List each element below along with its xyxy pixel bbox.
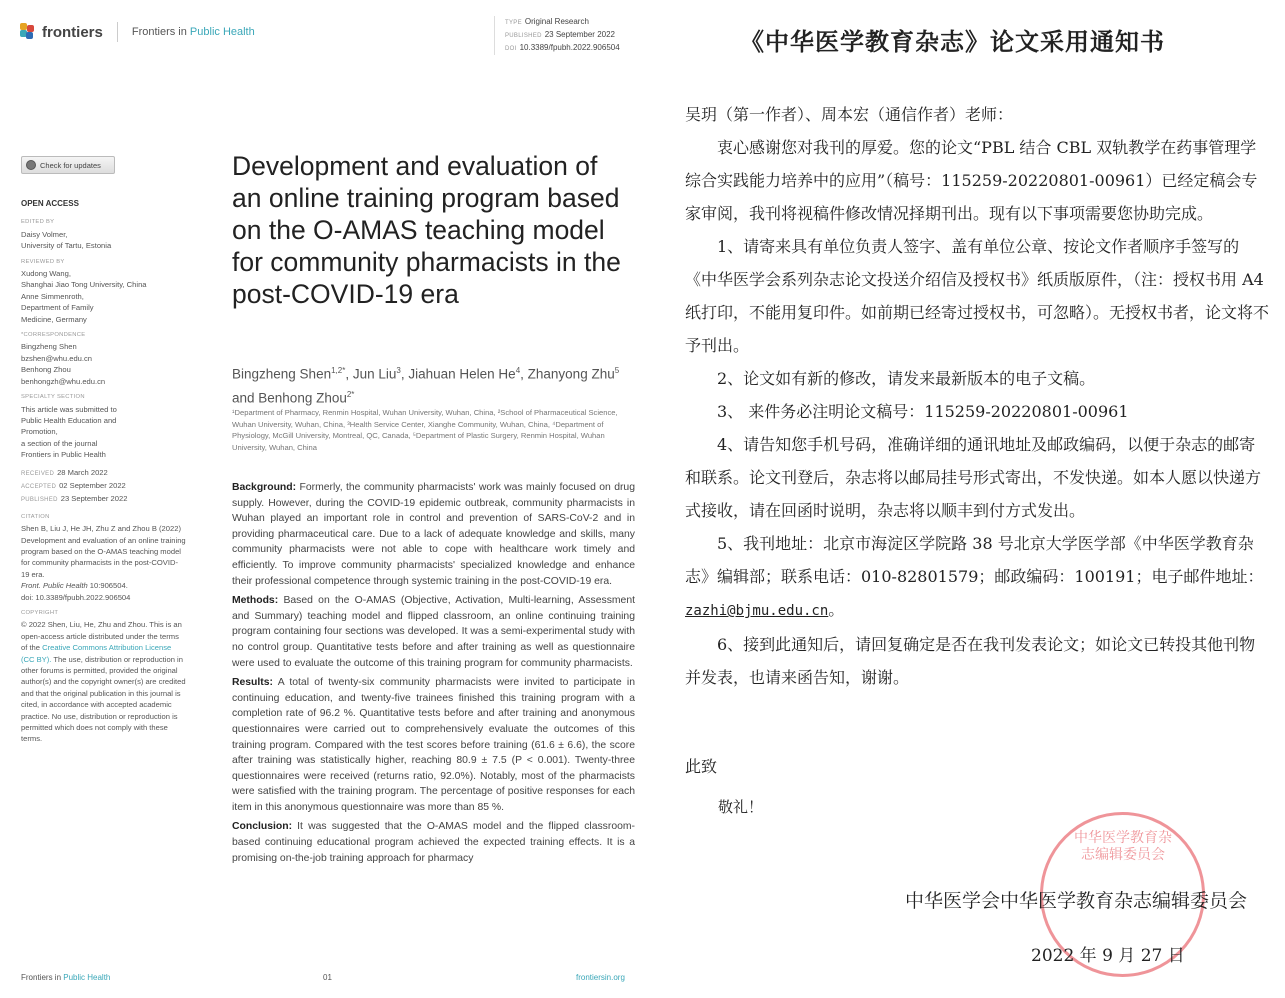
specialty-section [21, 404, 186, 461]
frontiers-logo [20, 22, 255, 42]
meta-value: 10.3389/fpubh.2022.906504 [519, 43, 620, 52]
abstract [232, 480, 635, 870]
letter-body [685, 98, 1270, 694]
section-text: It was suggested that the O-AMAS model and the flipped classroom-based continuing educational program achieved the expected training effects. It is a promising on-the-job training approach for pharmacy [232, 821, 635, 864]
sidebar-line: Frontiers in Public Health [21, 450, 106, 460]
author-affiliation: 5 [614, 366, 620, 375]
email-link[interactable]: zazhi@bjmu.edu.cn [685, 603, 829, 619]
section-text: Formerly, the community pharmacists' work was mainly focused on drug supply. However, during the COVID-19 epidemic outbreak, community pharmacists in Wuhan played an important role in control and prevention of SARS-CoV-2 and in providing pharmaceutical care. Due to a lack of adequate knowledge and skills, many community pharmacists were not able to cope with healthcare work timely and efficiently. To improve community pharmacists' specialized knowledge and enhance their professional competence through systemic training in the post-COVID-19 era. [232, 482, 635, 587]
meta-row [505, 42, 620, 55]
letter-paragraph: 3、 来件务必注明论文稿号：115259-20220801-00961 [717, 402, 1129, 421]
sidebar-line: Shanghai Jiao Tong University, China [21, 280, 147, 290]
author-name: Jiahuan Helen He [408, 366, 516, 382]
sidebar-line: Promotion, [21, 427, 58, 437]
check-updates-label: Check for updates [40, 160, 101, 170]
correspondence [21, 341, 186, 387]
letter-paragraph: 5、我刊地址：北京市海淀区学院路 38 号北京大学医学部《中华医学教育杂志》编辑部；联系电话：010-82801579；邮政编码：100191；电子邮件地址：zazhi@bjmu.edu.cn。 [685, 534, 1264, 619]
specialty-label: SPECIALTY SECTION [21, 394, 85, 401]
sidebar-line: Xudong Wang, [21, 269, 71, 279]
edited-by-label: EDITED BY [21, 219, 55, 226]
letter-paragraph: 2、论文如有新的修改，请发来最新版本的电子文稿。 [717, 369, 1096, 388]
letter-paragraph: 6、接到此通知后，请回复确定是否在我刊发表论文；如论文已转投其他刊物并发表，也请来函告知，谢谢。 [685, 635, 1256, 687]
signature: 中华医学会中华医学教育杂志编辑委员会 [905, 890, 1248, 912]
reviewed-by-label: REVIEWED BY [21, 258, 65, 265]
section-label: Background: [232, 482, 297, 493]
author-separator: , [520, 366, 528, 382]
closing: 此致 [685, 757, 718, 776]
author-name: Benhong Zhou [258, 390, 347, 405]
abstract-section [232, 819, 635, 866]
sidebar-line: Anne Simmenroth, [21, 291, 84, 301]
open-access: OPEN ACCESS [21, 199, 79, 208]
sidebar-line: bzshen@whu.edu.cn [21, 353, 93, 363]
sidebar-line: Public Health Education and [21, 415, 117, 425]
author-separator: and [232, 390, 259, 405]
page-number: 01 [323, 973, 332, 982]
date-row [21, 467, 186, 480]
letter-title: 《中华医学教育杂志》论文采用通知书 [740, 27, 1165, 56]
sidebar-line: This article was submitted to [21, 404, 117, 414]
date-value: 28 March 2022 [57, 467, 108, 477]
sidebar-line: Benhong Zhou [21, 365, 71, 375]
copyright-label: COPYRIGHT [21, 610, 59, 616]
section-label: Results: [232, 677, 273, 689]
sidebar-line: University of Tartu, Estonia [21, 241, 112, 251]
section-label: Conclusion: [232, 821, 293, 833]
section-text: Based on the O-AMAS (Objective, Activation, Multi-learning, Assessment and Summary) teaching model and flipped classroom, an online continuing training program containing four sections was developed. It was a semi-experimental study with no control group. Quantitative tests before and after training as well as questionnaire were used to evaluate the outcome of this training program for community pharmacists. [232, 595, 635, 669]
affiliations: ¹Department of Pharmacy, Renmin Hospital, Wuhan University, Wuhan, China, ²School of Pharmaceutical Science, Wuhan University, Wuhan, China, ³Health Service Center, Xianghe Community, Wuhan, China, ⁴Department of Physiology, McGill University, Montreal, QC, Canada, ⁵Department of Plastic Surgery, Renmin Hospital, Wuhan University, Wuhan, China [232, 408, 618, 452]
salutation: 吴玥（第一作者）、周本宏（通信作者）老师： [685, 105, 1014, 124]
article-meta [494, 16, 620, 55]
author-name: Zhanyong Zhu [527, 366, 615, 382]
meta-label: TYPE [505, 20, 522, 26]
author-separator: , [400, 366, 409, 382]
date-value: 23 September 2022 [60, 494, 128, 504]
sidebar-line: Daisy Volmer, [21, 229, 68, 239]
sidebar-line: Department of Family [21, 303, 94, 313]
letter-paragraph: 衷心感谢您对我刊的厚爱。您的论文“PBL 结合 CBL 双轨教学在药事管理学综合实践能力培养中的应用”（稿号：115259-20220801-00961）已经定稿会专家审阅，我刊将视稿件修改情况择期刊出。现有以下事项需要您协助完成。 [685, 138, 1258, 223]
sidebar-line: a section of the journal [21, 438, 98, 448]
regards: 敬礼！ [718, 798, 764, 816]
article-sidebar [21, 198, 186, 745]
check-for-updates-button[interactable] [21, 156, 115, 174]
footer-journal: Frontiers in Public Health [21, 973, 111, 982]
cc-license-link[interactable]: Creative Commons Attribution License (CC BY). [21, 643, 172, 664]
journal-name: Frontiers in Public Health [131, 26, 255, 38]
reviewed-by [21, 268, 186, 325]
citation-label: CITATION [21, 513, 50, 520]
abstract-section [232, 675, 635, 815]
seal-text: 中华医学教育杂志编辑委员会 [1074, 829, 1172, 862]
citation: Shen B, Liu J, He JH, Zhu Z and Zhou B (2022) Development and evaluation of an online training program based on the O-AMAS teaching model for community pharmacists in the post-COVID-19 era. Front. Public Health 10:906504. doi: 10.3389/fpubh.2022.906504 [21, 524, 186, 602]
letter-paragraph: 1、请寄来具有单位负责人签字、盖有单位公章、按论文作者顺序手签写的《中华医学会系列杂志论文投送介绍信及授权书》纸质版原件，（注：授权书用 A4 纸打印，不能用复印件。如前期已经寄过授权书，可忽略）。无授权书者，论文将不予刊出。 [685, 237, 1270, 355]
sidebar-line: Bingzheng Shen [21, 342, 77, 352]
date-label: RECEIVED [21, 470, 55, 477]
correspondence-label: *CORRESPONDENCE [21, 332, 86, 339]
date-value: 02 September 2022 [59, 480, 126, 490]
article-title: Development and evaluation of an online training program based on the O-AMAS teaching model for community pharmacists in the post-COVID-19 era [232, 151, 621, 309]
meta-value: Original Research [524, 17, 589, 26]
date-row [21, 480, 186, 493]
letter-paragraph: 4、请告知您手机号码，准确详细的通讯地址及邮政编码，以便于杂志的邮寄和联系。论文刊登后，杂志将以邮局挂号形式寄出，不发快递。如本人愿以快递方式接收，请在回函时说明，杂志将以顺丰到付方式发出。 [685, 435, 1262, 520]
meta-label: PUBLISHED [505, 33, 542, 39]
meta-label: DOI [505, 46, 517, 52]
abstract-section [232, 593, 635, 671]
update-icon [26, 160, 36, 170]
divider [117, 22, 118, 42]
section-text: A total of twenty-six community pharmacists were invited to participate in continuing education, and twenty-five trainees finished this training program with a completion rate of 96.2 %. Quantitative tests before and after training and anonymous questionnaires were carried out to comprehensively evaluate the outcomes of this training program. Compared with the test scores before training (61.6 ± 6.6), the score after training was statistically higher, reaching 80.9 ± 7.5 (P < 0.001). Twenty-three questionnaires were received (returns ratio, 92.0%). Notably, most of the pharmacists were satisfied with the training program. The percentage of positive responses for each item in this anonymous questionnaire was more than 85 %. [232, 677, 635, 813]
sidebar-line: benhongzh@whu.edu.cn [21, 376, 106, 386]
author-affiliation: 4 [515, 366, 521, 375]
author-affiliation: 2* [346, 389, 355, 399]
article-dates [21, 467, 186, 507]
author-name: Jun Liu [352, 366, 397, 382]
meta-row [505, 16, 620, 29]
footer-site-link[interactable]: frontiersin.org [576, 973, 625, 982]
section-label: Methods: [232, 595, 279, 607]
edited-by [21, 229, 186, 252]
author-separator: , [345, 366, 353, 382]
letter-date: 2022 年 9 月 27 日 [1031, 946, 1185, 966]
sidebar-line: Medicine, Germany [21, 314, 87, 324]
date-row [21, 493, 186, 506]
frontiers-logo-icon [20, 23, 34, 41]
date-label: PUBLISHED [21, 497, 58, 504]
authors [232, 361, 642, 408]
abstract-section [232, 480, 635, 589]
meta-value: 23 September 2022 [544, 30, 615, 39]
copyright: © 2022 Shen, Liu, He, Zhu and Zhou. This is an open-access article distributed under the terms of the Creative Commons Attribution License (CC BY). The use, distribution or reproduction in other forums is permitted, provided the original author(s) and the copyright owner(s) are credited and that the original publication in this journal is cited, in accordance with accepted academic practice. No use, distribution or reproduction is permitted which does not comply with these terms. [21, 620, 186, 744]
brand-name: frontiers [42, 23, 103, 41]
author-affiliation: 3 [396, 366, 401, 375]
meta-row [505, 29, 620, 42]
date-label: ACCEPTED [21, 483, 57, 490]
author-affiliation: 1,2* [331, 366, 346, 375]
author-name: Bingzheng Shen [232, 366, 332, 382]
